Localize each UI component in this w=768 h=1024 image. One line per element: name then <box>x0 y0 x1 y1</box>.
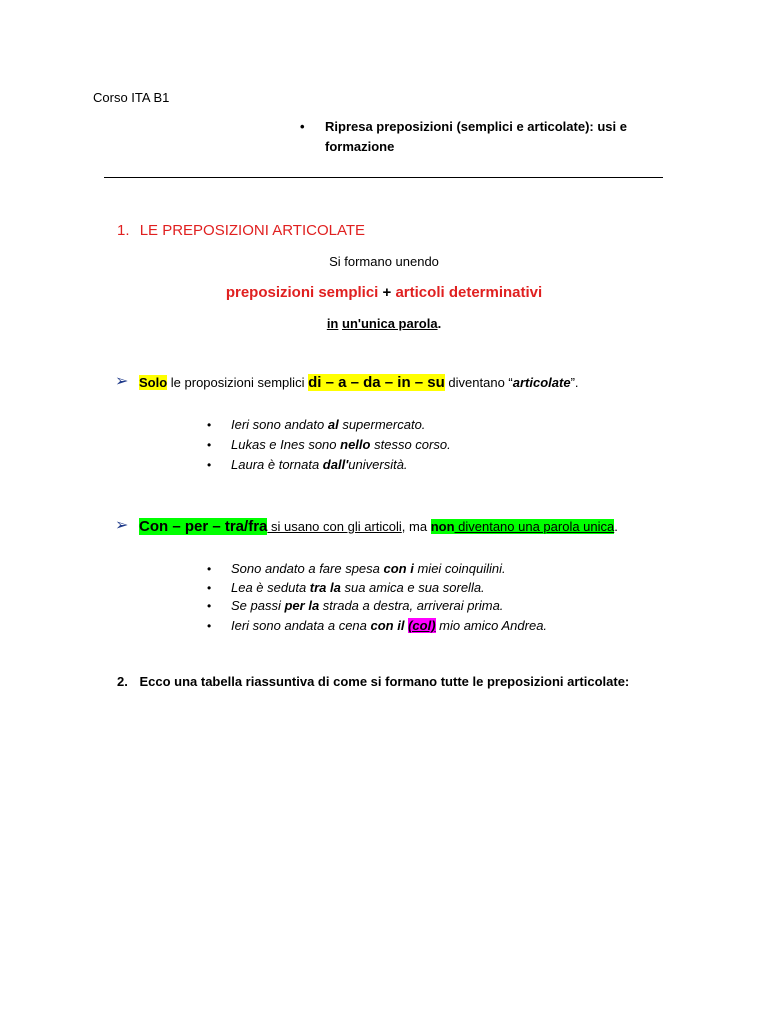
in-word: in <box>326 316 339 331</box>
example-pre: Laura è tornata <box>231 457 323 472</box>
example-pre: Ieri sono andato <box>231 417 328 432</box>
example-post: sua amica e sua sorella. <box>340 580 485 595</box>
bullet-icon: • <box>207 599 212 613</box>
example-pre: Lea è seduta <box>231 580 310 595</box>
one-word-period: . <box>437 316 442 331</box>
point-1-text-c: ”. <box>570 375 579 390</box>
point-1-text-a: le proposizioni semplici <box>167 375 309 390</box>
formula-line <box>0 283 768 303</box>
example-bold: con il <box>370 618 405 633</box>
example-bold: tra la <box>309 580 341 595</box>
bullet-icon: • <box>207 562 212 576</box>
topic-line-1: Ripresa preposizioni (semplici e articolate): usi e <box>325 119 627 134</box>
formula-part-a: preposizioni semplici <box>225 284 379 301</box>
point-2-text-d: . <box>614 519 618 534</box>
section-2-number: 2. <box>117 674 128 689</box>
articolate-word: articolate <box>512 375 571 390</box>
topic-line-2: formazione <box>325 139 395 154</box>
col-highlight: (col) <box>408 618 436 633</box>
example-bold: con i <box>383 561 414 576</box>
bullet-icon: • <box>207 438 212 452</box>
bullet-icon: • <box>207 619 212 633</box>
example-post: strada a destra, arriverai prima. <box>319 598 504 613</box>
example-pre: Ieri sono andata a cena <box>231 618 371 633</box>
example-post: stesso corso. <box>370 437 451 452</box>
section-1-number: 1. <box>117 222 130 239</box>
non-highlight: non <box>430 519 455 534</box>
point-1-text-b: diventano “ <box>444 375 513 390</box>
course-title: Corso ITA B1 <box>93 90 170 105</box>
header-divider <box>104 177 663 178</box>
section-2-line <box>117 673 629 691</box>
example-bold: dall' <box>322 457 349 472</box>
formula-plus: + <box>382 284 392 301</box>
bullet-icon: • <box>207 418 212 432</box>
section-1-heading <box>117 221 365 241</box>
bullet-icon: • <box>207 458 212 472</box>
section-1-title: LE PREPOSIZIONI ARTICOLATE <box>139 222 366 239</box>
example-post: supermercato. <box>338 417 426 432</box>
simple-prepositions-highlight: di – a – da – in – su <box>308 374 445 391</box>
arrow-bullet-icon: ➢ <box>115 517 129 534</box>
example-pre: Sono andato a fare spesa <box>231 561 384 576</box>
example-post: università. <box>348 457 408 472</box>
formula-part-b: articoli determinativi <box>395 284 543 301</box>
formed-by-line <box>0 253 768 271</box>
example-post: miei coinquilini. <box>413 561 506 576</box>
point-2-text-c: diventano una parola unica <box>454 519 615 534</box>
example-pre: Lukas e Ines sono <box>231 437 341 452</box>
con-per-tra-highlight: Con – per – tra/fra <box>139 518 268 535</box>
topic-bullet-icon: • <box>300 119 305 134</box>
example-post: mio amico Andrea. <box>435 618 548 633</box>
one-word-phrase: un'unica parola <box>342 316 438 331</box>
point-2-line <box>139 518 618 536</box>
formed-by-text: Si formano unendo <box>329 254 439 269</box>
point-2-text-b: , ma <box>401 519 431 534</box>
example-pre: Se passi <box>231 598 285 613</box>
bullet-icon: • <box>207 581 212 595</box>
example-bold: nello <box>340 437 371 452</box>
example-bold: per la <box>284 598 320 613</box>
one-word-line <box>0 315 768 333</box>
point-2-text-a: si usano con gli articoli <box>267 519 402 534</box>
example-bold: al <box>327 417 339 432</box>
section-2-text: Ecco una tabella riassuntiva di come si formano tutte le preposizioni articolate: <box>139 674 630 689</box>
point-1-line <box>139 374 579 392</box>
solo-highlight: Solo <box>139 375 168 390</box>
arrow-bullet-icon: ➢ <box>115 373 129 390</box>
